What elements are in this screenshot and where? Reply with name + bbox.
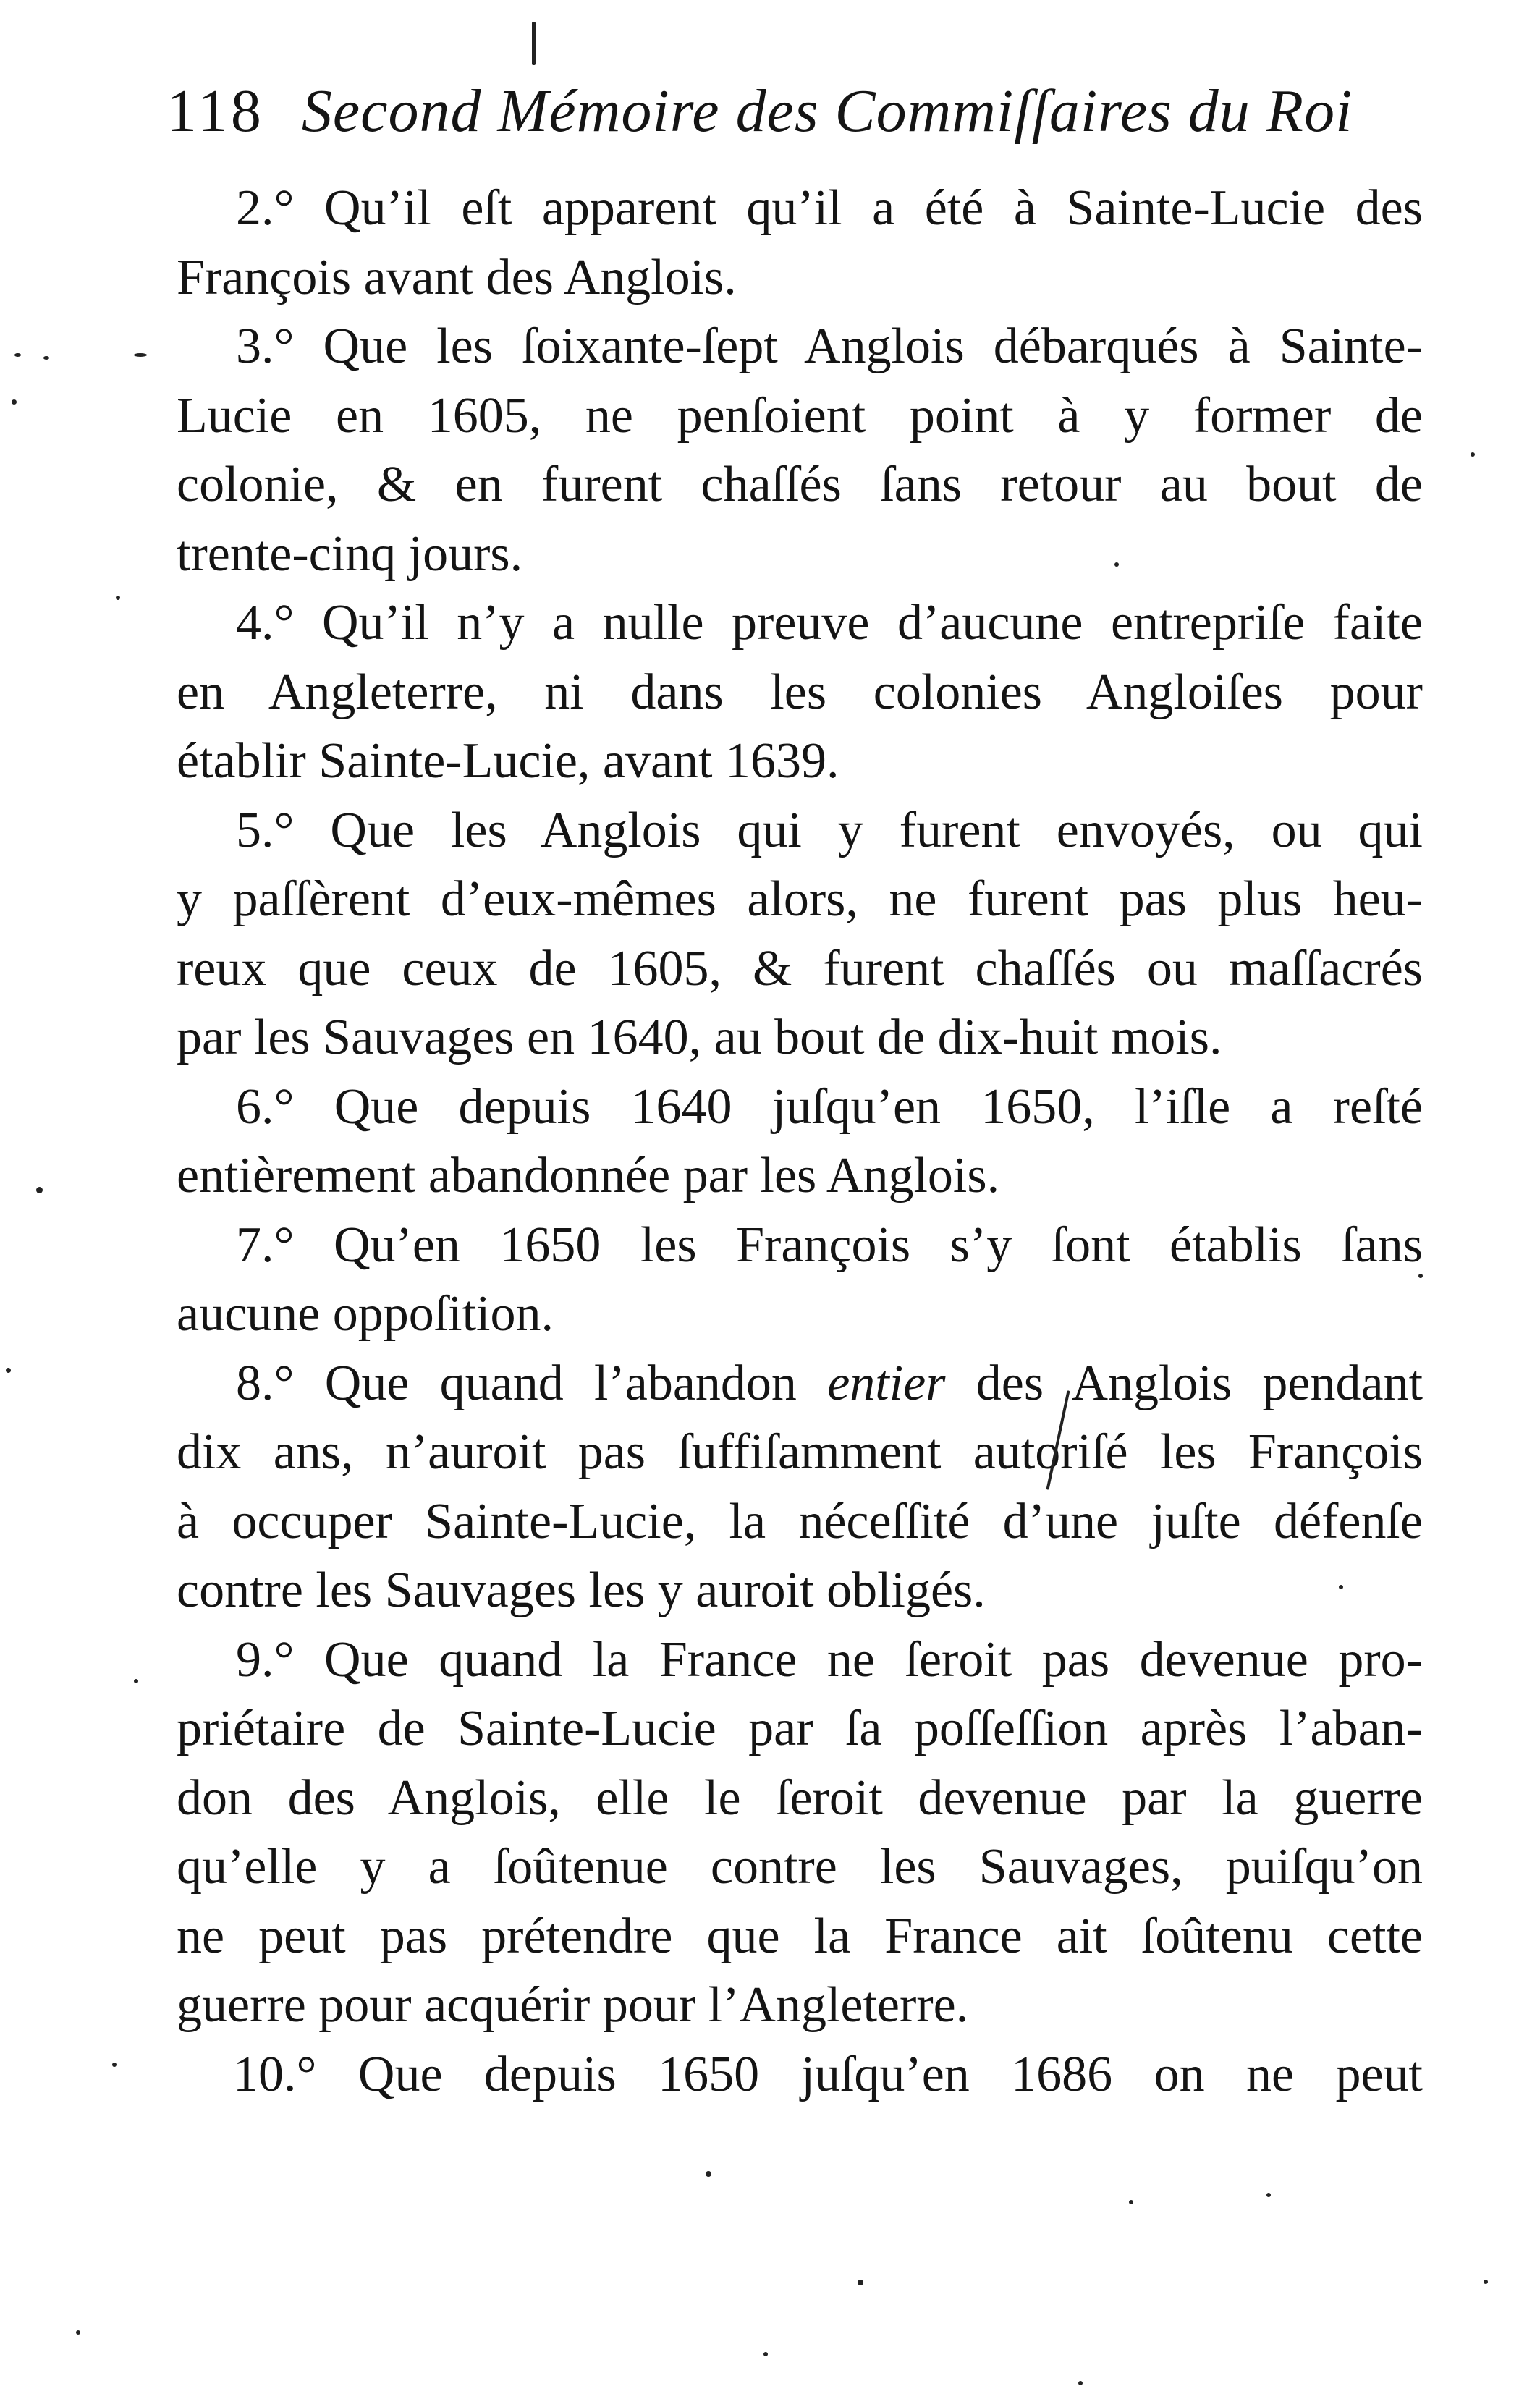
dust-speck [112,2063,117,2067]
text-line: 10.° Que depuis 1650 juſqu’en 1686 on ne peut [233,2046,1423,2102]
dust-speck [36,1187,43,1193]
dust-speck [134,1679,138,1683]
text-line: 9.° Que quand la France ne ſeroit pas devenue pro- [236,1631,1423,1688]
dust-speck [116,596,120,600]
running-title: Second Mémoire des Commiſſaires du Roi [301,77,1353,145]
page-header [166,76,1353,163]
dust-speck [1418,1274,1423,1278]
text-line: reux que ceux de 1605, & furent chaſſés ou maſſacrés [177,940,1423,997]
text-line: don des Anglois, elle le ſeroit devenue par la guerre [177,1769,1423,1826]
dust-speck [14,353,21,357]
text-line: guerre pour acquérir pour l’Angleterre. [177,1977,969,2033]
text-line: Lucie en 1605, ne penſoient point à y former de [177,387,1423,444]
italic-word: entier [827,1355,946,1411]
text-line: 7.° Qu’en 1650 les François s’y ſont établis ſans [236,1217,1423,1273]
page-number: 118 [166,77,264,145]
text-line [177,1349,1423,1418]
dust-speck [763,2352,768,2356]
dust-speck [1339,1585,1343,1589]
text-segment: 8.° Que quand l’abandon [236,1355,797,1411]
dust-speck [1471,452,1475,457]
dust-speck [1266,2193,1271,2197]
dust-speck [76,2330,80,2335]
dust-speck [43,356,49,360]
dust-speck [134,353,147,357]
text-line: contre les Sauvages les y auroit obligés. [177,1562,986,1618]
text-line: 4.° Qu’il n’y a nulle preuve d’aucune entrepriſe faite [236,595,1423,651]
body-text [177,174,1423,2109]
dust-speck [12,399,17,405]
text-line: François avant des Anglois. [177,249,737,305]
text-line: ne peut pas prétendre que la France ait ſoûtenu cette [177,1908,1423,1964]
text-line: priétaire de Sainte-Lucie par ſa poſſeſſion après l’aban- [177,1701,1423,1756]
dust-speck [1078,2381,1083,2385]
text-line: colonie, & en furent chaſſés ſans retour au bout de [177,457,1423,512]
text-line: aucune oppoſition. [177,1286,554,1342]
text-line: qu’elle y a ſoûtenue contre les Sauvages, puiſqu’on [177,1839,1423,1895]
text-line: 2.° Qu’il eſt apparent qu’il a été à Sainte-Lucie des [236,180,1423,236]
text-line: en Angleterre, ni dans les colonies Angloiſes pour [177,664,1423,720]
text-line: 6.° Que depuis 1640 juſqu’en 1650, l’iſle a reſté [236,1078,1423,1135]
text-line: 5.° Que les Anglois qui y furent envoyés, ou qui [236,802,1423,858]
dust-speck [706,2171,711,2177]
text-line: par les Sauvages en 1640, au bout de dix-huit mois. [177,1010,1222,1065]
text-line: trente-cinq jours. [177,525,523,582]
text-line: dix ans, n’auroit pas ſuffiſamment autoriſé les François [177,1424,1423,1480]
text-line: y paſſèrent d’eux-mêmes alors, ne furent pas plus heu- [177,871,1423,927]
text-line: entièrement abandonnée par les Anglois. [177,1148,1000,1204]
text-line: 3.° Que les ſoixante-ſept Anglois débarqués à Sainte- [236,318,1423,374]
dust-speck [6,1368,11,1373]
dust-speck [1484,2280,1488,2284]
dust-speck [858,2280,863,2285]
dust-speck [532,22,536,65]
dust-speck [1114,562,1119,567]
text-line: établir Sainte-Lucie, avant 1639. [177,733,839,789]
text-segment: des Anglois pendant [976,1355,1423,1411]
dust-speck [1129,2200,1133,2204]
text-line: à occuper Sainte-Lucie, la néceſſité d’une juſte défenſe [177,1493,1423,1549]
